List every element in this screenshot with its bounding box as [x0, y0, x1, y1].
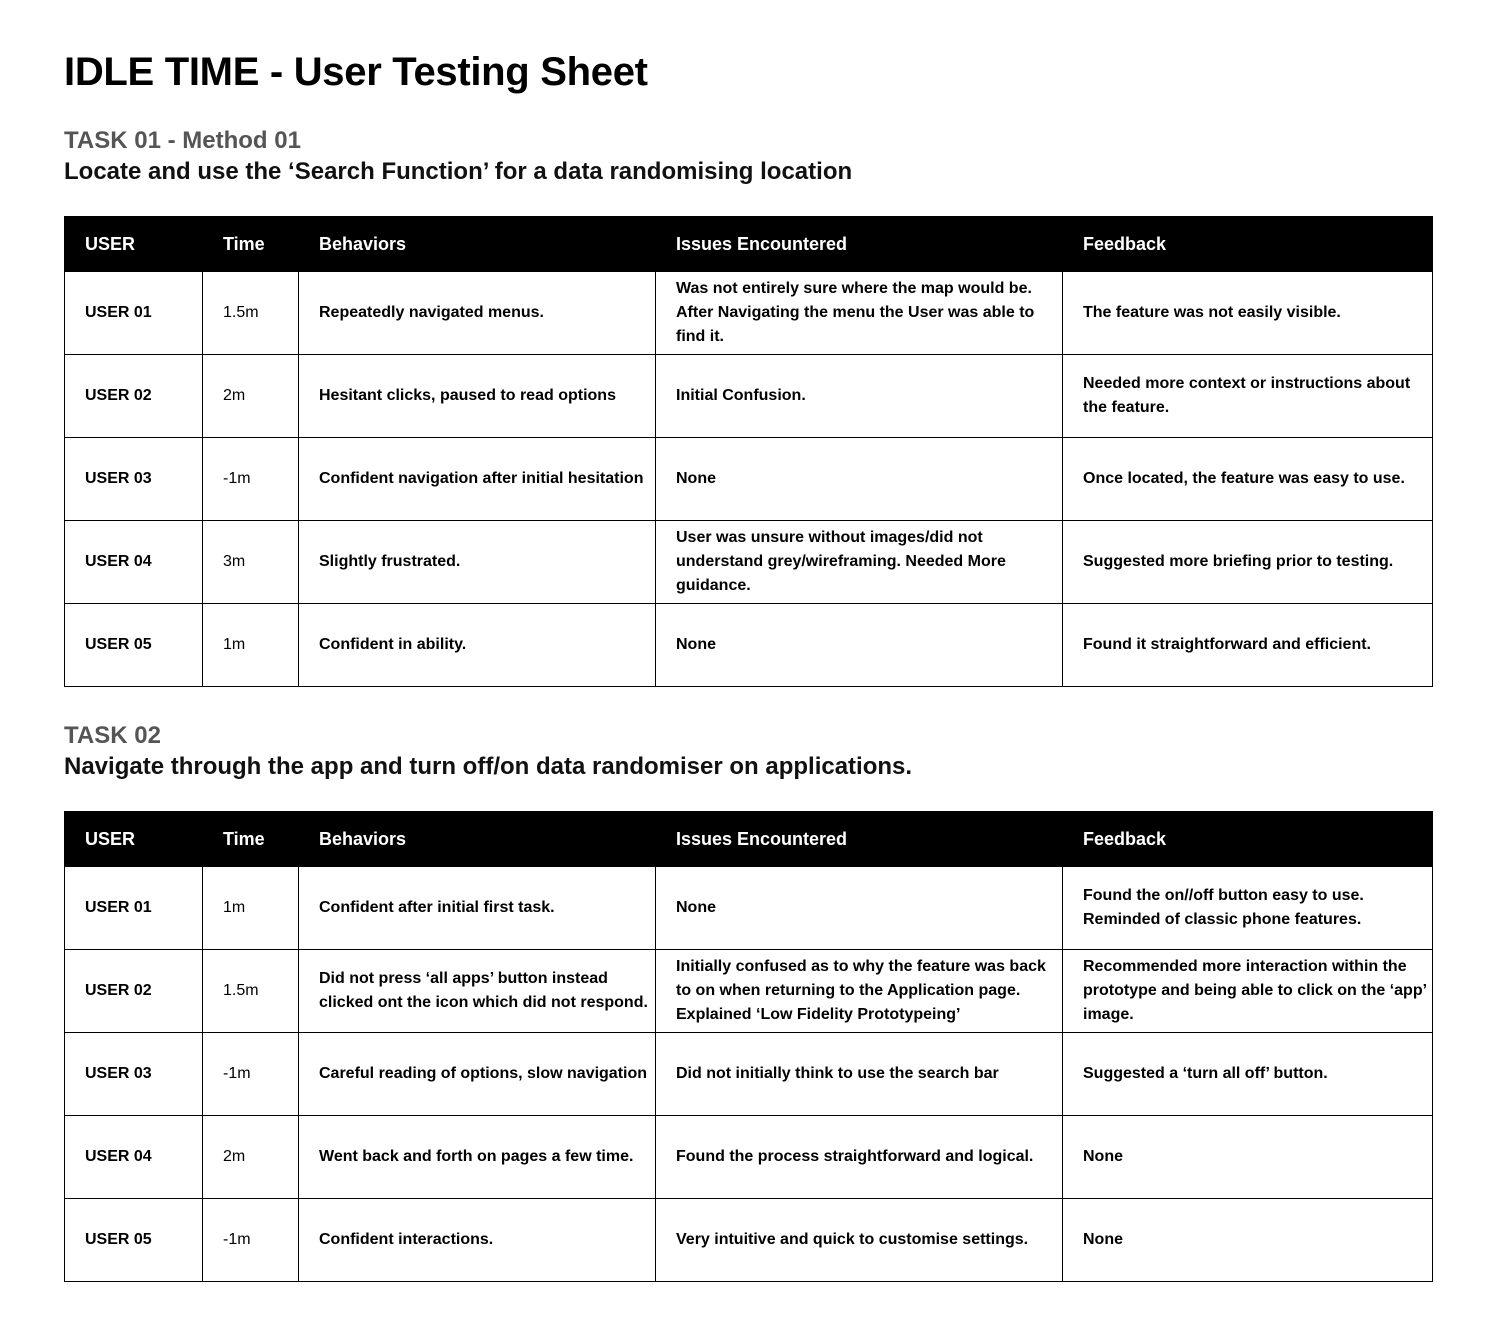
user-cell: USER 02 [65, 355, 203, 438]
behaviors-cell: Confident after initial first task. [299, 867, 656, 950]
table-row [65, 355, 1433, 438]
page-title: IDLE TIME - User Testing Sheet [64, 50, 648, 94]
task-01-table [64, 216, 1433, 687]
time-cell: 1m [203, 604, 299, 687]
column-header-behaviors: Behaviors [299, 217, 656, 272]
user-cell: USER 01 [65, 272, 203, 355]
time-cell: -1m [203, 1033, 299, 1116]
table-row [65, 1116, 1433, 1199]
user-cell: USER 04 [65, 1116, 203, 1199]
column-header-time: Time [203, 812, 299, 867]
issues-cell: Was not entirely sure where the map would be. After Navigating the menu the User was able to find it. [656, 272, 1063, 355]
feedback-cell: Suggested a ‘turn all off’ button. [1063, 1033, 1433, 1116]
column-header-user: USER [65, 812, 203, 867]
table-row [65, 272, 1433, 355]
table-row [65, 521, 1433, 604]
user-cell: USER 04 [65, 521, 203, 604]
table-row [65, 1033, 1433, 1116]
column-header-behaviors: Behaviors [299, 812, 656, 867]
issues-cell: Did not initially think to use the search bar [656, 1033, 1063, 1116]
time-cell: 1.5m [203, 950, 299, 1033]
user-cell: USER 03 [65, 438, 203, 521]
table-row [65, 1199, 1433, 1282]
issues-cell: Found the process straightforward and logical. [656, 1116, 1063, 1199]
time-cell: 1.5m [203, 272, 299, 355]
user-cell: USER 03 [65, 1033, 203, 1116]
feedback-cell: The feature was not easily visible. [1063, 272, 1433, 355]
user-cell: USER 05 [65, 1199, 203, 1282]
feedback-cell: None [1063, 1116, 1433, 1199]
behaviors-cell: Repeatedly navigated menus. [299, 272, 656, 355]
behaviors-cell: Slightly frustrated. [299, 521, 656, 604]
issues-cell: None [656, 604, 1063, 687]
column-header-user: USER [65, 217, 203, 272]
issues-cell: Initial Confusion. [656, 355, 1063, 438]
issues-cell: Initially confused as to why the feature was back to on when returning to the Application page. Explained ‘Low Fidelity Prototypeing’ [656, 950, 1063, 1033]
column-header-feedback: Feedback [1063, 812, 1433, 867]
feedback-cell: Found the on//off button easy to use. Reminded of classic phone features. [1063, 867, 1433, 950]
behaviors-cell: Careful reading of options, slow navigation [299, 1033, 656, 1116]
task-01-label: TASK 01 - Method 01 [64, 127, 301, 154]
task-02-table [64, 811, 1433, 1282]
user-cell: USER 01 [65, 867, 203, 950]
behaviors-cell: Hesitant clicks, paused to read options [299, 355, 656, 438]
behaviors-cell: Went back and forth on pages a few time. [299, 1116, 656, 1199]
time-cell: 2m [203, 1116, 299, 1199]
time-cell: -1m [203, 1199, 299, 1282]
time-cell: -1m [203, 438, 299, 521]
behaviors-cell: Confident in ability. [299, 604, 656, 687]
column-header-feedback: Feedback [1063, 217, 1433, 272]
issues-cell: None [656, 867, 1063, 950]
feedback-cell: Once located, the feature was easy to use. [1063, 438, 1433, 521]
feedback-cell: Needed more context or instructions about the feature. [1063, 355, 1433, 438]
feedback-cell: Suggested more briefing prior to testing. [1063, 521, 1433, 604]
task-02-label: TASK 02 [64, 722, 161, 749]
feedback-cell: Found it straightforward and efficient. [1063, 604, 1433, 687]
issues-cell: Very intuitive and quick to customise settings. [656, 1199, 1063, 1282]
user-cell: USER 05 [65, 604, 203, 687]
time-cell: 2m [203, 355, 299, 438]
time-cell: 3m [203, 521, 299, 604]
behaviors-cell: Confident interactions. [299, 1199, 656, 1282]
issues-cell: None [656, 438, 1063, 521]
column-header-time: Time [203, 217, 299, 272]
task-02-description: Navigate through the app and turn off/on data randomiser on applications. [64, 753, 913, 780]
column-header-issues: Issues Encountered [656, 217, 1063, 272]
table-row [65, 867, 1433, 950]
issues-cell: User was unsure without images/did not understand grey/wireframing. Needed More guidance. [656, 521, 1063, 604]
time-cell: 1m [203, 867, 299, 950]
feedback-cell: Recommended more interaction within the prototype and being able to click on the ‘app’ image. [1063, 950, 1433, 1033]
table-header-row [65, 217, 1433, 272]
table-row [65, 950, 1433, 1033]
task-01-description: Locate and use the ‘Search Function’ for a data randomising location [64, 158, 853, 185]
table-row [65, 604, 1433, 687]
user-cell: USER 02 [65, 950, 203, 1033]
table-header-row [65, 812, 1433, 867]
feedback-cell: None [1063, 1199, 1433, 1282]
table-row [65, 438, 1433, 521]
behaviors-cell: Confident navigation after initial hesitation [299, 438, 656, 521]
behaviors-cell: Did not press ‘all apps’ button instead clicked ont the icon which did not respond. [299, 950, 656, 1033]
column-header-issues: Issues Encountered [656, 812, 1063, 867]
